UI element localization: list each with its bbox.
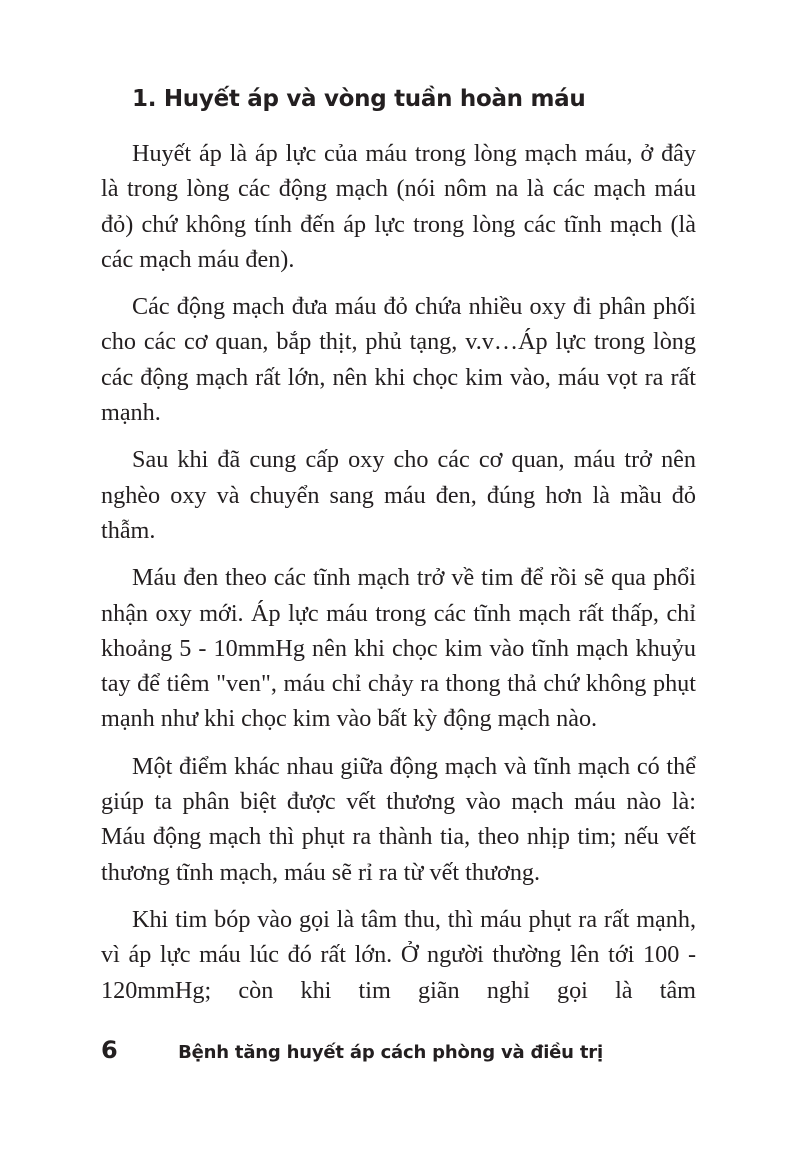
body-text (101, 136, 696, 1020)
paragraph-2: Các động mạch đưa máu đỏ chứa nhiều oxy đi phân phối cho các cơ quan, bắp thịt, phủ tạng, v.v…Áp lực trong lòng các động mạch rất lớn, nên khi chọc kim vào, máu vọt ra rất mạnh. (101, 293, 696, 427)
running-title: Bệnh tăng huyết áp cách phòng và điều trị (178, 1042, 603, 1063)
paragraph-5: Một điểm khác nhau giữa động mạch và tĩnh mạch có thể giúp ta phân biệt được vết thương vào mạch máu nào là: Máu động mạch thì phụt ra thành tia, theo nhịp tim; nếu vết thương tĩnh mạch, máu sẽ rỉ ra từ vết thương. (101, 752, 696, 886)
paragraph-1: Huyết áp là áp lực của máu trong lòng mạch máu, ở đây là trong lòng các động mạch (nói nôm na là các mạch máu đỏ) chứ không tính đến áp lực trong lòng các tĩnh mạch (là các mạch máu đen). (101, 140, 696, 273)
paragraph-4: Máu đen theo các tĩnh mạch trở về tim để rồi sẽ qua phổi nhận oxy mới. Áp lực máu trong các tĩnh mạch rất thấp, chỉ khoảng 5 - 10mmHg nên khi chọc kim vào tĩnh mạch khuỷu tay để tiêm "ven", máu chỉ chảy ra thong thả chứ không phụt mạnh như khi chọc kim vào bất kỳ động mạch nào. (101, 564, 696, 733)
paragraph-3: Sau khi đã cung cấp oxy cho các cơ quan, máu trở nên nghèo oxy và chuyển sang máu đen, đúng hơn là mầu đỏ thẫm. (101, 446, 696, 544)
section-heading: 1. Huyết áp và vòng tuần hoàn máu (132, 86, 586, 112)
page-footer (101, 1036, 603, 1064)
paragraph-6: Khi tim bóp vào gọi là tâm thu, thì máu phụt ra rất mạnh, vì áp lực máu lúc đó rất lớn. Ở người thường lên tới 100 - 120mmHg; còn khi tim giãn nghỉ gọi là tâm (101, 905, 696, 1004)
page-number: 6 (101, 1036, 118, 1064)
